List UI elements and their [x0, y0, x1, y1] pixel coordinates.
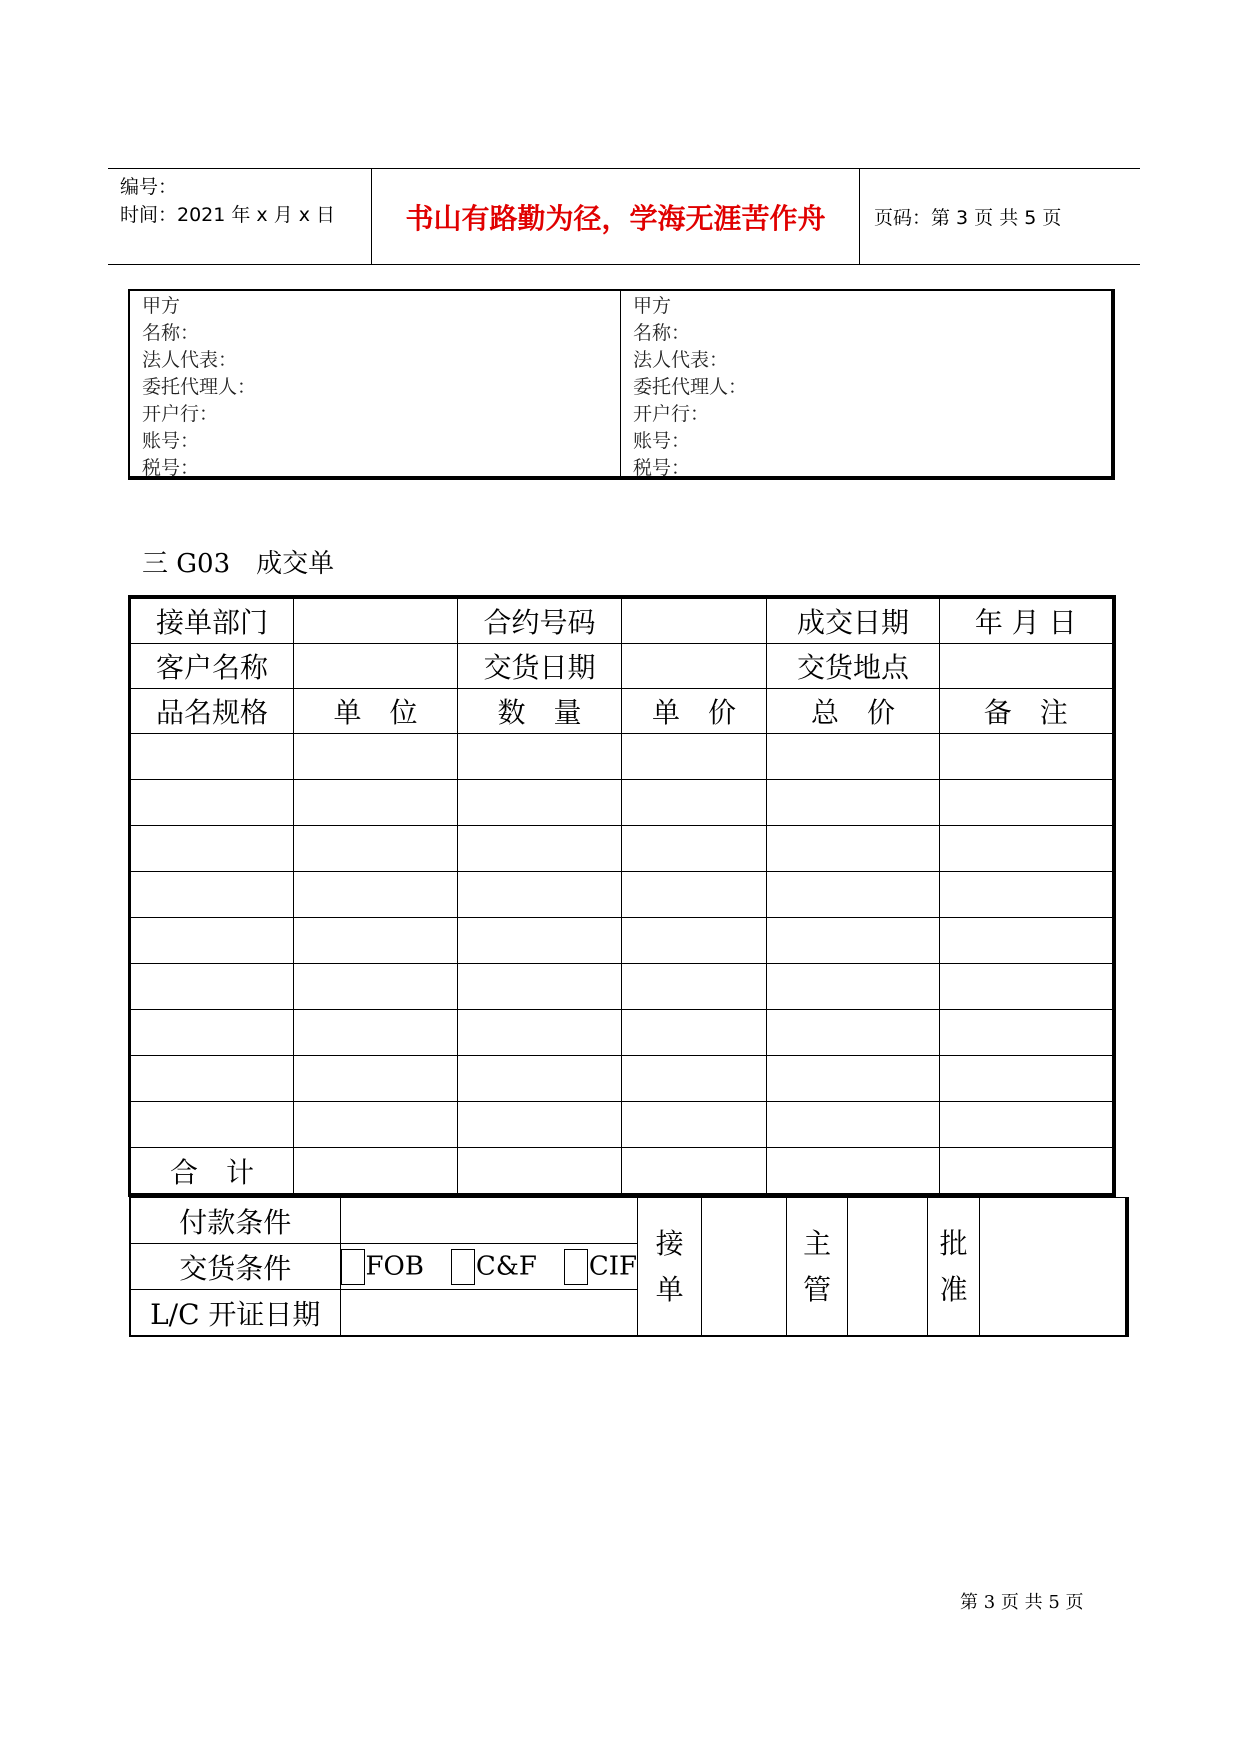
item-cell[interactable]	[458, 826, 622, 872]
item-row	[130, 872, 1114, 918]
item-cell[interactable]	[940, 964, 1114, 1010]
item-cell[interactable]	[622, 872, 767, 918]
item-cell[interactable]	[130, 826, 294, 872]
item-cell[interactable]	[458, 780, 622, 826]
party-tax-label: 税号：	[633, 457, 691, 479]
total-cell[interactable]	[767, 1148, 940, 1196]
item-cell[interactable]	[940, 872, 1114, 918]
item-row	[130, 826, 1114, 872]
delivery-terms-label: 交货条件	[130, 1244, 340, 1290]
party-name-label: 名称：	[633, 322, 691, 344]
item-cell[interactable]	[940, 780, 1114, 826]
party-account-label: 账号：	[142, 430, 200, 452]
item-cell[interactable]	[130, 1010, 294, 1056]
item-cell[interactable]	[130, 1056, 294, 1102]
item-cell[interactable]	[940, 826, 1114, 872]
deal-date-label: 成交日期	[767, 597, 940, 644]
dept-label: 接单部门	[130, 597, 294, 644]
item-cell[interactable]	[622, 1010, 767, 1056]
sign-approve-cell[interactable]	[980, 1198, 1127, 1337]
order-form-table	[128, 595, 1116, 1197]
item-cell[interactable]	[294, 780, 458, 826]
delivery-place-value-cell[interactable]	[940, 644, 1114, 689]
total-cell[interactable]	[940, 1148, 1114, 1196]
order-row-dept	[130, 597, 1114, 644]
item-cell[interactable]	[767, 780, 940, 826]
party-agent-label: 委托代理人：	[142, 376, 257, 398]
item-row	[130, 780, 1114, 826]
fob-option-label: FOB	[365, 1251, 424, 1282]
item-cell[interactable]	[458, 734, 622, 780]
party-right	[620, 291, 1111, 479]
lc-date-value-cell[interactable]	[340, 1290, 638, 1337]
column-header: 单 位	[294, 689, 458, 734]
cf-checkbox[interactable]	[451, 1249, 475, 1285]
party-bank-label: 开户行：	[142, 403, 219, 425]
total-cell[interactable]	[458, 1148, 622, 1196]
item-cell[interactable]	[622, 964, 767, 1010]
item-cell[interactable]	[622, 826, 767, 872]
total-label: 合 计	[130, 1148, 294, 1196]
total-cell[interactable]	[294, 1148, 458, 1196]
item-cell[interactable]	[940, 1102, 1114, 1148]
delivery-date-value-cell[interactable]	[622, 644, 767, 689]
item-cell[interactable]	[294, 826, 458, 872]
item-cell[interactable]	[458, 1102, 622, 1148]
item-cell[interactable]	[767, 1102, 940, 1148]
item-cell[interactable]	[294, 734, 458, 780]
sign-receive-cell[interactable]	[702, 1198, 787, 1337]
fob-checkbox[interactable]	[341, 1249, 365, 1285]
cif-checkbox[interactable]	[564, 1249, 588, 1285]
party-role: 甲方	[142, 295, 181, 317]
item-row	[130, 1056, 1114, 1102]
item-cell[interactable]	[130, 964, 294, 1010]
cif-option-label: CIF	[588, 1251, 638, 1282]
page-header	[108, 168, 1140, 265]
item-row	[130, 964, 1114, 1010]
item-cell[interactable]	[294, 1056, 458, 1102]
item-cell[interactable]	[767, 734, 940, 780]
document-time-label: 时间：2021 年 x 月 x 日	[120, 204, 336, 226]
item-cell[interactable]	[130, 734, 294, 780]
item-cell[interactable]	[130, 918, 294, 964]
item-row	[130, 734, 1114, 780]
item-cell[interactable]	[622, 1056, 767, 1102]
total-cell[interactable]	[622, 1148, 767, 1196]
header-page-code: 页码：第 3 页 共 5 页	[874, 207, 1062, 229]
delivery-place-label: 交货地点	[767, 644, 940, 689]
sign-receive-label	[638, 1198, 702, 1337]
item-cell[interactable]	[130, 780, 294, 826]
party-account-label: 账号：	[633, 430, 691, 452]
customer-label: 客户名称	[130, 644, 294, 689]
item-row	[130, 918, 1114, 964]
item-cell[interactable]	[458, 964, 622, 1010]
party-name-label: 名称：	[142, 322, 200, 344]
party-legal-rep-label: 法人代表：	[633, 349, 729, 371]
header-meta	[108, 169, 372, 264]
item-cell[interactable]	[940, 1010, 1114, 1056]
item-rows	[130, 734, 1114, 1148]
item-cell[interactable]	[622, 780, 767, 826]
item-cell[interactable]	[767, 872, 940, 918]
party-tax-label: 税号：	[142, 457, 200, 479]
item-row	[130, 1010, 1114, 1056]
column-header: 单 价	[622, 689, 767, 734]
header-page-cell	[860, 169, 1140, 264]
item-cell[interactable]	[767, 1010, 940, 1056]
page-footer: 第 3 页 共 5 页	[960, 1592, 1084, 1613]
order-column-headers	[130, 689, 1114, 734]
item-cell[interactable]	[767, 964, 940, 1010]
item-cell[interactable]	[130, 1102, 294, 1148]
sign-manager-label	[787, 1198, 848, 1337]
item-cell[interactable]	[458, 918, 622, 964]
item-cell[interactable]	[294, 1102, 458, 1148]
sign-approve-char: 准	[939, 1272, 968, 1306]
payment-terms-row	[130, 1198, 1127, 1244]
item-cell[interactable]	[458, 1056, 622, 1102]
header-motto-cell	[372, 169, 860, 264]
item-cell[interactable]	[622, 1102, 767, 1148]
party-legal-rep-label: 法人代表：	[142, 349, 238, 371]
sign-receive-char: 接	[655, 1226, 684, 1260]
delivery-terms-options	[340, 1244, 638, 1290]
column-header: 总 价	[767, 689, 940, 734]
item-cell[interactable]	[294, 872, 458, 918]
sign-manager-cell[interactable]	[848, 1198, 928, 1337]
item-cell[interactable]	[294, 918, 458, 964]
column-header: 品名规格	[130, 689, 294, 734]
sign-manager-char: 主	[803, 1226, 832, 1260]
header-motto: 书山有路勤为径，学海无涯苦作舟	[405, 201, 826, 235]
item-cell[interactable]	[622, 918, 767, 964]
dept-value-cell[interactable]	[294, 597, 458, 644]
item-cell[interactable]	[940, 734, 1114, 780]
item-cell[interactable]	[767, 1056, 940, 1102]
item-cell[interactable]	[458, 1010, 622, 1056]
sign-approve-char: 批	[939, 1226, 968, 1260]
cf-option-label: C&F	[475, 1251, 537, 1282]
item-cell[interactable]	[940, 1056, 1114, 1102]
item-cell[interactable]	[622, 734, 767, 780]
sign-manager-char: 管	[803, 1272, 832, 1306]
column-header: 备 注	[940, 689, 1114, 734]
contract-no-value-cell[interactable]	[622, 597, 767, 644]
party-left	[130, 291, 620, 479]
customer-value-cell[interactable]	[294, 644, 458, 689]
terms-table	[129, 1197, 1129, 1337]
contract-no-label: 合约号码	[458, 597, 622, 644]
payment-terms-value-cell[interactable]	[340, 1198, 638, 1244]
item-cell[interactable]	[940, 918, 1114, 964]
party-agent-label: 委托代理人：	[633, 376, 748, 398]
payment-terms-label: 付款条件	[130, 1198, 340, 1244]
section-title: 三 G03 成交单	[142, 549, 335, 579]
total-row	[130, 1148, 1114, 1196]
lc-date-label: L/C 开证日期	[130, 1290, 340, 1337]
party-bank-label: 开户行：	[633, 403, 710, 425]
item-cell[interactable]	[130, 872, 294, 918]
sign-receive-char: 单	[655, 1272, 684, 1306]
order-row-customer	[130, 644, 1114, 689]
parties-box	[128, 289, 1115, 480]
item-cell[interactable]	[294, 964, 458, 1010]
item-row	[130, 1102, 1114, 1148]
document-number-label: 编号：	[120, 176, 178, 198]
party-role: 甲方	[633, 295, 672, 317]
item-cell[interactable]	[294, 1010, 458, 1056]
delivery-date-label: 交货日期	[458, 644, 622, 689]
item-cell[interactable]	[767, 826, 940, 872]
item-cell[interactable]	[458, 872, 622, 918]
column-header: 数 量	[458, 689, 622, 734]
sign-approve-label	[928, 1198, 980, 1337]
item-cell[interactable]	[767, 918, 940, 964]
deal-date-value[interactable]: 年 月 日	[940, 597, 1114, 644]
